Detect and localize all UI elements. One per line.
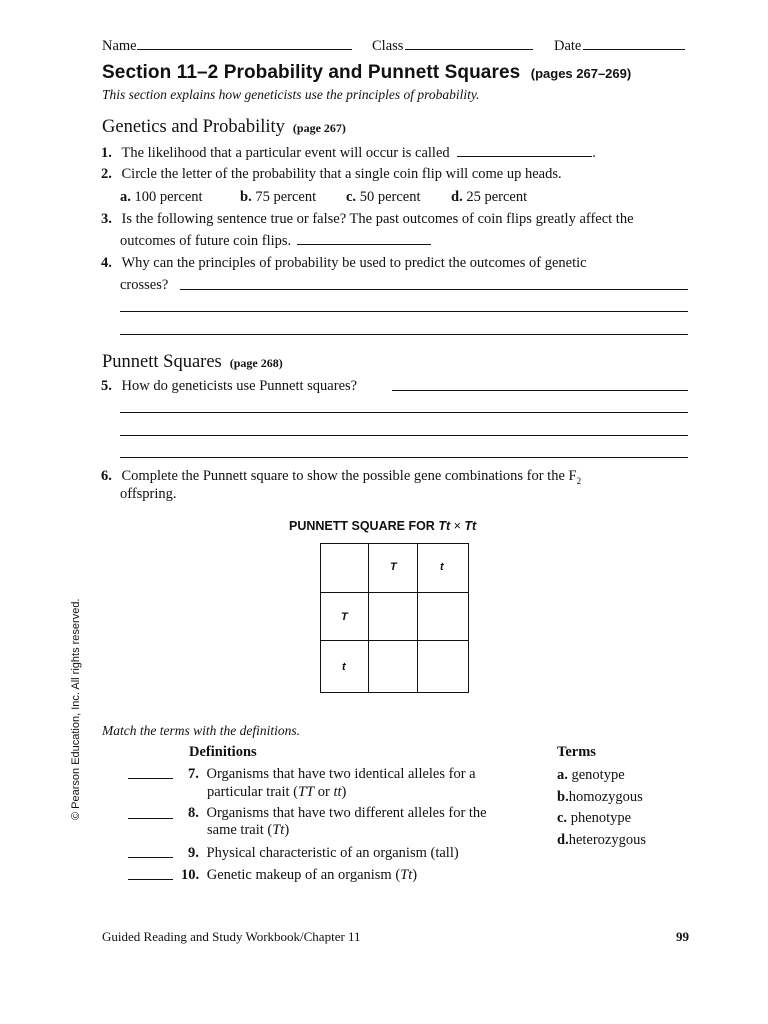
genetics-heading: Genetics and Probability bbox=[102, 117, 285, 137]
question-text: outcomes of future coin flips. bbox=[120, 233, 292, 249]
definition-text: Organisms that have two identical alleles for a bbox=[206, 766, 476, 782]
term-a bbox=[557, 766, 625, 784]
answer-line-3[interactable] bbox=[297, 231, 431, 245]
term-letter: c. bbox=[557, 810, 568, 826]
answer-line-4c[interactable] bbox=[120, 334, 688, 335]
definition-number: 9. bbox=[188, 845, 199, 861]
date-field[interactable] bbox=[554, 36, 685, 55]
term-text: heterozygous bbox=[568, 832, 647, 848]
definitions-heading: Definitions bbox=[189, 744, 257, 760]
matching-instruction: Match the terms with the definitions. bbox=[102, 723, 300, 738]
subscript: 2 bbox=[576, 475, 582, 486]
class-input-line[interactable] bbox=[405, 36, 533, 50]
footer-book-title: Guided Reading and Study Workbook/Chapter 11 bbox=[102, 929, 361, 944]
date-input-line[interactable] bbox=[583, 36, 685, 50]
name-input-line[interactable] bbox=[137, 36, 352, 50]
page-number: 99 bbox=[676, 929, 689, 944]
question-text: How do geneticists use Punnett squares? bbox=[121, 378, 358, 394]
title-prefix: PUNNETT SQUARE FOR bbox=[289, 519, 439, 533]
definition-text: Organisms that have two different alleles for the bbox=[206, 805, 487, 821]
section-title-row bbox=[102, 62, 631, 84]
name-field[interactable] bbox=[102, 36, 352, 55]
copyright-notice: © Pearson Education, Inc. All rights reserved. bbox=[70, 598, 82, 820]
name-label: Name bbox=[102, 38, 137, 54]
definition-number: 8. bbox=[188, 805, 199, 821]
answer-line-5b[interactable] bbox=[120, 412, 688, 413]
option-a[interactable] bbox=[120, 188, 203, 206]
definition-text: ) bbox=[341, 784, 347, 800]
term-letter: a. bbox=[557, 767, 568, 783]
punnett-page: (page 268) bbox=[229, 356, 283, 370]
question-5 bbox=[101, 377, 357, 395]
answer-line-5a[interactable] bbox=[392, 390, 688, 391]
question-number: 5. bbox=[101, 378, 112, 394]
option-b[interactable] bbox=[240, 188, 316, 206]
question-text: Is the following sentence true or false? The past outcomes of coin flips greatly affect the bbox=[121, 211, 634, 227]
punnett-square-grid bbox=[320, 543, 469, 693]
answer-blank-10[interactable] bbox=[128, 879, 173, 880]
option-c[interactable] bbox=[346, 188, 420, 206]
option-letter: a. bbox=[120, 189, 131, 205]
definition-text: same trait ( bbox=[207, 822, 273, 838]
column-header-t: t bbox=[440, 561, 444, 573]
option-letter: c. bbox=[346, 189, 357, 205]
cross-parent-b: Tt bbox=[464, 519, 477, 533]
question-text: Complete the Punnett square to show the possible gene combinations for the F bbox=[121, 468, 577, 484]
genotype-symbol: Tt bbox=[272, 822, 285, 838]
question-3-line2 bbox=[120, 231, 431, 250]
row-header-T: T bbox=[341, 611, 348, 623]
answer-blank-7[interactable] bbox=[128, 778, 173, 779]
question-number: 2. bbox=[101, 166, 112, 182]
definition-text: Genetic makeup of an organism ( bbox=[206, 867, 401, 883]
definition-7 bbox=[188, 765, 476, 783]
genetics-heading-row bbox=[102, 117, 346, 138]
class-label: Class bbox=[372, 38, 404, 54]
section-title: Section 11–2 Probability and Punnett Squares bbox=[102, 62, 521, 83]
question-6-line2: offspring. bbox=[120, 486, 177, 502]
terms-heading: Terms bbox=[557, 744, 596, 760]
column-header-T: T bbox=[390, 561, 397, 573]
punnett-cell-tt[interactable] bbox=[418, 641, 468, 691]
date-label: Date bbox=[554, 38, 582, 54]
genotype-symbol: tt bbox=[333, 784, 342, 800]
times-sign: × bbox=[450, 519, 465, 533]
option-text: 50 percent bbox=[359, 189, 421, 205]
definition-8-line2 bbox=[207, 821, 289, 839]
question-text: Circle the letter of the probability that a single coin flip will come up heads. bbox=[121, 166, 562, 182]
option-letter: b. bbox=[240, 189, 252, 205]
row-header-t: t bbox=[342, 661, 346, 673]
punnett-square-title bbox=[289, 519, 476, 533]
answer-line-5d[interactable] bbox=[120, 457, 688, 458]
punnett-cell-Tt-1[interactable] bbox=[418, 593, 468, 639]
definition-text: or bbox=[314, 784, 334, 800]
definition-8 bbox=[188, 804, 487, 822]
answer-blank-8[interactable] bbox=[128, 818, 173, 819]
genetics-page: (page 267) bbox=[292, 121, 346, 135]
question-3 bbox=[101, 210, 634, 228]
answer-blank-9[interactable] bbox=[128, 857, 173, 858]
section-pages: (pages 267–269) bbox=[530, 66, 632, 81]
question-number: 4. bbox=[101, 255, 112, 271]
option-text: 75 percent bbox=[255, 189, 317, 205]
option-text: 25 percent bbox=[466, 189, 528, 205]
genotype-symbol: Tt bbox=[400, 867, 413, 883]
genotype-symbol: TT bbox=[297, 784, 315, 800]
definition-number: 10. bbox=[181, 867, 200, 883]
definition-number: 7. bbox=[188, 766, 199, 782]
term-letter: b. bbox=[557, 789, 569, 805]
term-d bbox=[557, 831, 646, 849]
option-d[interactable] bbox=[451, 188, 527, 206]
class-field[interactable] bbox=[372, 36, 533, 55]
question-number: 3. bbox=[101, 211, 112, 227]
definition-7-line2 bbox=[207, 783, 346, 801]
term-b bbox=[557, 788, 643, 806]
question-number: 6. bbox=[101, 468, 112, 484]
definition-text: ) bbox=[412, 867, 418, 883]
question-number: 1. bbox=[101, 145, 112, 161]
question-4-line2 bbox=[120, 276, 168, 294]
definition-text: ) bbox=[284, 822, 290, 838]
cross-parent-a: Tt bbox=[438, 519, 451, 533]
question-4 bbox=[101, 254, 587, 272]
punnett-cell-Tt-2[interactable] bbox=[369, 641, 416, 691]
term-letter: d. bbox=[557, 832, 569, 848]
punnett-cell-TT[interactable] bbox=[369, 593, 416, 639]
question-text: crosses? bbox=[120, 277, 169, 293]
term-c bbox=[557, 809, 631, 827]
answer-line-1[interactable] bbox=[457, 143, 592, 157]
definition-10 bbox=[181, 866, 417, 884]
term-text: genotype bbox=[571, 767, 625, 783]
option-text: 100 percent bbox=[134, 189, 203, 205]
definition-text: particular trait ( bbox=[207, 784, 298, 800]
definition-text: Physical characteristic of an organism (tall) bbox=[206, 845, 459, 861]
question-text: Why can the principles of probability be used to predict the outcomes of genetic bbox=[121, 255, 587, 271]
option-letter: d. bbox=[451, 189, 463, 205]
answer-line-5c[interactable] bbox=[120, 435, 688, 436]
answer-line-4a[interactable] bbox=[180, 289, 688, 290]
definition-9 bbox=[188, 844, 459, 862]
section-intro: This section explains how geneticists use the principles of probability. bbox=[102, 87, 480, 102]
punnett-heading: Punnett Squares bbox=[102, 352, 222, 372]
question-1 bbox=[101, 143, 596, 162]
question-2 bbox=[101, 165, 562, 183]
punnett-heading-row bbox=[102, 352, 283, 373]
question-text: The likelihood that a particular event will occur is called bbox=[121, 145, 450, 161]
answer-line-4b[interactable] bbox=[120, 311, 688, 312]
question-end: . bbox=[592, 145, 596, 161]
term-text: phenotype bbox=[570, 810, 632, 826]
term-text: homozygous bbox=[568, 789, 643, 805]
